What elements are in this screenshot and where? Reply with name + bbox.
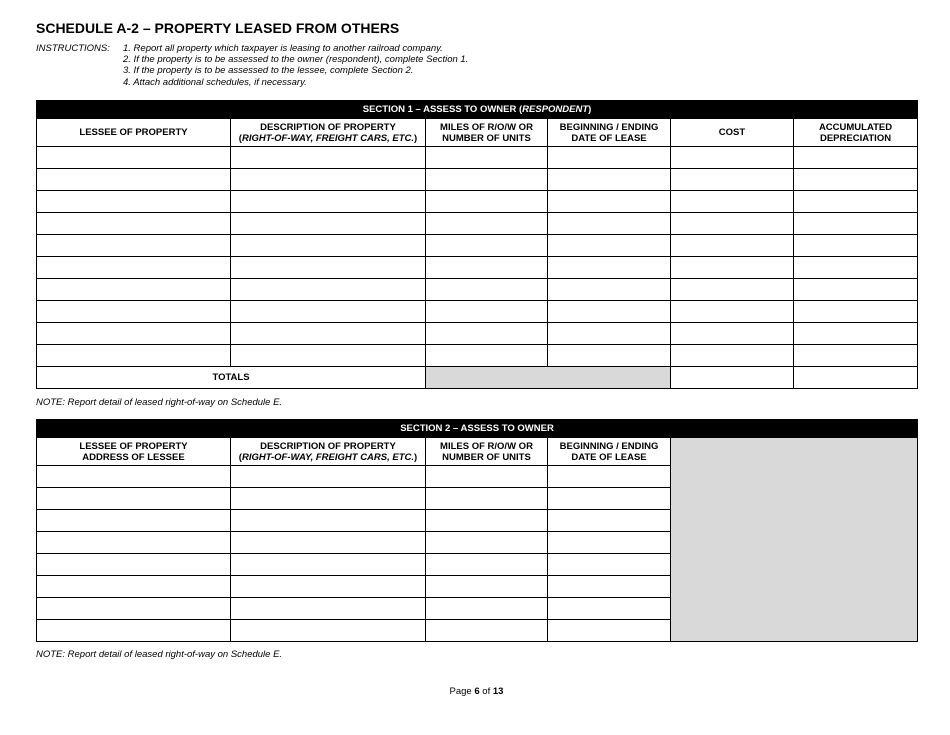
section2-table [36, 419, 918, 642]
instructions-list [123, 43, 468, 88]
entry-cell[interactable] [794, 235, 918, 257]
entry-cell[interactable] [231, 257, 426, 279]
entry-cell[interactable] [231, 576, 426, 598]
entry-cell[interactable] [231, 235, 426, 257]
entry-cell[interactable] [231, 301, 426, 323]
entry-cell[interactable] [231, 488, 426, 510]
entry-cell[interactable] [231, 620, 426, 642]
entry-cell[interactable] [794, 257, 918, 279]
table-row [37, 147, 918, 169]
entry-cell[interactable] [548, 213, 671, 235]
entry-cell[interactable] [37, 147, 231, 169]
col-date-header: BEGINNING / ENDING DATE OF LEASE [548, 438, 671, 466]
entry-cell[interactable] [794, 279, 918, 301]
entry-cell[interactable] [671, 169, 794, 191]
entry-cell[interactable] [548, 279, 671, 301]
entry-cell[interactable] [426, 345, 548, 367]
entry-cell[interactable] [37, 345, 231, 367]
entry-cell[interactable] [37, 532, 231, 554]
entry-cell[interactable] [548, 576, 671, 598]
entry-cell[interactable] [37, 257, 231, 279]
entry-cell[interactable] [37, 576, 231, 598]
col-description-header: DESCRIPTION OF PROPERTY (RIGHT-OF-WAY, FREIGHT CARS, ETC.) [231, 119, 426, 147]
entry-cell[interactable] [548, 147, 671, 169]
entry-cell[interactable] [231, 191, 426, 213]
entry-cell[interactable] [426, 235, 548, 257]
entry-cell[interactable] [426, 598, 548, 620]
section1-table [36, 100, 918, 389]
table-row [37, 191, 918, 213]
col-lessee-address-header: LESSEE OF PROPERTY ADDRESS OF LESSEE [37, 438, 231, 466]
table-row [37, 279, 918, 301]
entry-cell[interactable] [671, 301, 794, 323]
page-title: SCHEDULE A-2 – PROPERTY LEASED FROM OTHERS [36, 20, 400, 36]
entry-cell[interactable] [37, 191, 231, 213]
entry-cell[interactable] [37, 598, 231, 620]
entry-cell[interactable] [794, 213, 918, 235]
entry-cell[interactable] [37, 554, 231, 576]
entry-cell[interactable] [426, 323, 548, 345]
section2-body [37, 438, 918, 642]
entry-cell[interactable] [794, 345, 918, 367]
instruction-item: 1. Report all property which taxpayer is leasing to another railroad company. [123, 43, 443, 54]
table-row [37, 169, 918, 191]
entry-cell[interactable] [426, 147, 548, 169]
table-row [37, 345, 918, 367]
entry-cell[interactable] [231, 147, 426, 169]
entry-cell[interactable] [231, 466, 426, 488]
entry-cell[interactable] [37, 279, 231, 301]
table-row [37, 301, 918, 323]
page-footer: Page 6 of 13 [449, 686, 504, 697]
entry-cell[interactable] [426, 169, 548, 191]
entry-cell[interactable] [548, 488, 671, 510]
entry-cell[interactable] [37, 301, 231, 323]
table-row [37, 213, 918, 235]
col-depreciation-header: ACCUMULATED DEPRECIATION [794, 119, 918, 147]
table-row [37, 323, 918, 345]
totals-cost-cell[interactable] [671, 367, 794, 389]
entry-cell[interactable] [426, 301, 548, 323]
entry-cell[interactable] [671, 345, 794, 367]
totals-shaded-cell [426, 367, 671, 389]
section1-title: SECTION 1 – ASSESS TO OWNER (RESPONDENT) [37, 101, 918, 119]
entry-cell[interactable] [794, 169, 918, 191]
col-date-header: BEGINNING / ENDING DATE OF LEASE [548, 119, 671, 147]
entry-cell[interactable] [548, 554, 671, 576]
entry-cell[interactable] [426, 488, 548, 510]
entry-cell[interactable] [426, 620, 548, 642]
entry-cell[interactable] [426, 554, 548, 576]
entry-cell[interactable] [426, 257, 548, 279]
entry-cell[interactable] [426, 191, 548, 213]
section1-note: NOTE: Report detail of leased right-of-way on Schedule E. [36, 397, 283, 408]
col-miles-header: MILES OF R/O/W OR NUMBER OF UNITS [426, 438, 548, 466]
instructions-label: INSTRUCTIONS: [36, 43, 110, 54]
entry-cell[interactable] [794, 301, 918, 323]
entry-cell[interactable] [426, 466, 548, 488]
entry-cell[interactable] [548, 345, 671, 367]
entry-cell[interactable] [37, 235, 231, 257]
entry-cell[interactable] [794, 147, 918, 169]
entry-cell[interactable] [426, 510, 548, 532]
entry-cell[interactable] [548, 598, 671, 620]
col-miles-header: MILES OF R/O/W OR NUMBER OF UNITS [426, 119, 548, 147]
entry-cell[interactable] [426, 213, 548, 235]
entry-cell[interactable] [37, 510, 231, 532]
entry-cell[interactable] [231, 532, 426, 554]
entry-cell[interactable] [37, 169, 231, 191]
section2-title: SECTION 2 – ASSESS TO OWNER [37, 420, 918, 438]
entry-cell[interactable] [37, 488, 231, 510]
entry-cell[interactable] [548, 466, 671, 488]
section1-body [37, 147, 918, 389]
col-description-header: DESCRIPTION OF PROPERTY (RIGHT-OF-WAY, FREIGHT CARS, ETC.) [231, 438, 426, 466]
col-cost-header: COST [671, 119, 794, 147]
instruction-item: 2. If the property is to be assessed to the owner (respondent), complete Section 1. [123, 54, 469, 66]
entry-cell[interactable] [231, 279, 426, 301]
totals-label: TOTALS [37, 367, 426, 389]
entry-cell[interactable] [231, 323, 426, 345]
entry-cell[interactable] [231, 510, 426, 532]
entry-cell[interactable] [548, 620, 671, 642]
entry-cell[interactable] [671, 279, 794, 301]
entry-cell[interactable] [37, 213, 231, 235]
entry-cell[interactable] [548, 510, 671, 532]
section2-note: NOTE: Report detail of leased right-of-way on Schedule E. [36, 649, 283, 660]
entry-cell[interactable] [231, 169, 426, 191]
entry-cell[interactable] [671, 213, 794, 235]
entry-cell[interactable] [548, 235, 671, 257]
entry-cell[interactable] [231, 213, 426, 235]
entry-cell[interactable] [426, 576, 548, 598]
entry-cell[interactable] [231, 554, 426, 576]
table-row [37, 235, 918, 257]
entry-cell[interactable] [671, 323, 794, 345]
entry-cell[interactable] [37, 620, 231, 642]
entry-cell[interactable] [671, 191, 794, 213]
entry-cell[interactable] [231, 598, 426, 620]
entry-cell[interactable] [37, 323, 231, 345]
entry-cell[interactable] [548, 191, 671, 213]
entry-cell[interactable] [426, 532, 548, 554]
entry-cell[interactable] [37, 466, 231, 488]
entry-cell[interactable] [548, 323, 671, 345]
entry-cell[interactable] [548, 169, 671, 191]
entry-cell[interactable] [671, 235, 794, 257]
table-row [37, 257, 918, 279]
entry-cell[interactable] [426, 279, 548, 301]
col-lessee-header: LESSEE OF PROPERTY [37, 119, 231, 147]
entry-cell[interactable] [548, 301, 671, 323]
instruction-item: 3. If the property is to be assessed to the lessee, complete Section 2. [123, 65, 414, 77]
entry-cell[interactable] [548, 257, 671, 279]
entry-cell[interactable] [231, 345, 426, 367]
totals-depreciation-cell[interactable] [794, 367, 918, 389]
entry-cell[interactable] [671, 257, 794, 279]
section2-shaded-area [671, 438, 918, 642]
entry-cell[interactable] [794, 323, 918, 345]
entry-cell[interactable] [671, 147, 794, 169]
entry-cell[interactable] [548, 532, 671, 554]
totals-row [37, 367, 918, 389]
entry-cell[interactable] [794, 191, 918, 213]
instruction-item: 4. Attach additional schedules, if necessary. [123, 76, 307, 88]
